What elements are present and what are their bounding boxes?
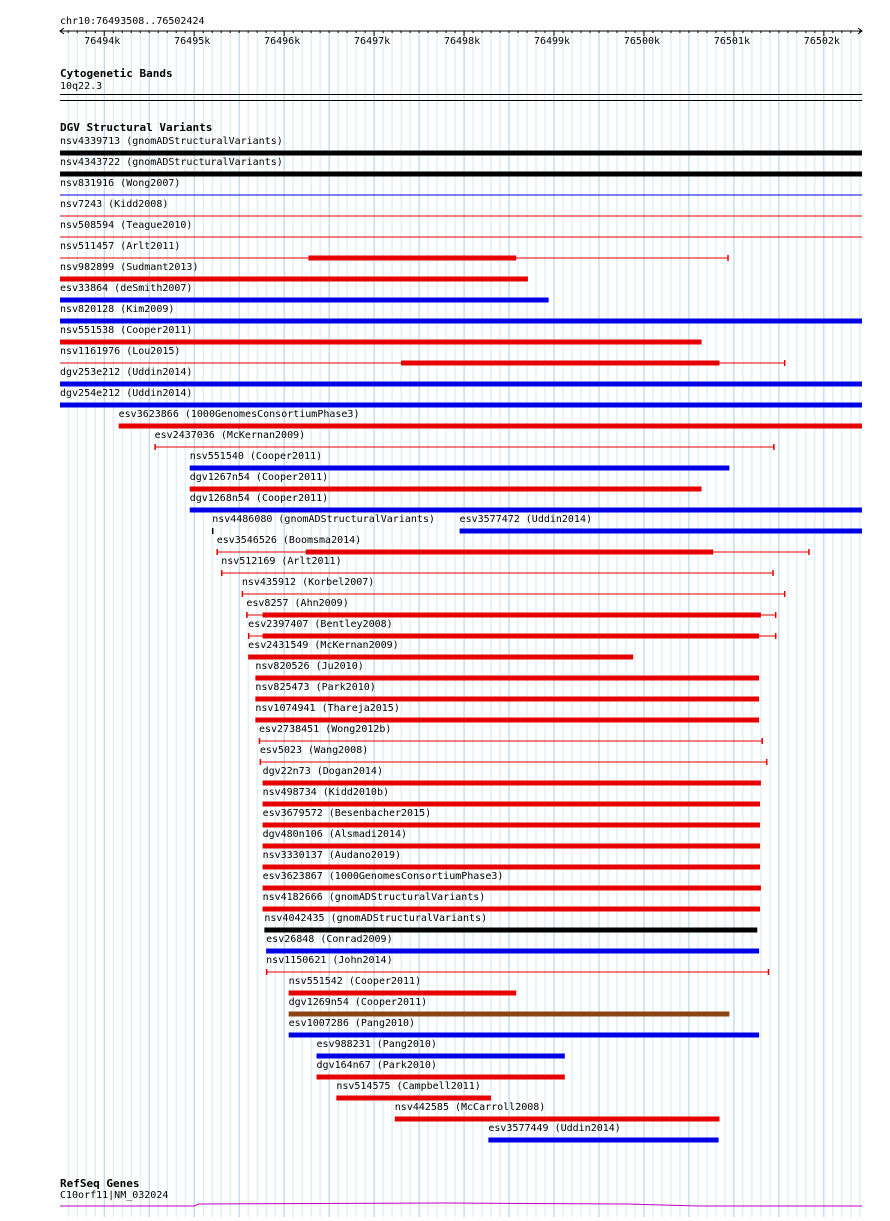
variant-feature <box>260 745 767 765</box>
variant-label: dgv164n67 (Park2010) <box>316 1060 437 1071</box>
variant-bar <box>308 256 516 261</box>
variant-label: nsv820526 (Ju2010) <box>255 661 364 672</box>
variant-feature <box>60 157 862 177</box>
variant-bar <box>263 781 761 786</box>
variant-label: nsv512169 (Arlt2011) <box>221 556 342 567</box>
variant-feature <box>336 1081 491 1101</box>
variant-bar <box>263 802 760 807</box>
variant-feature <box>259 724 763 744</box>
refseq-track-title: RefSeq Genes <box>60 1177 140 1190</box>
variant-label: dgv22n73 (Dogan2014) <box>262 766 383 777</box>
variant-label: nsv514575 (Campbell2011) <box>336 1081 481 1092</box>
variant-label: nsv498734 (Kidd2010b) <box>262 787 390 798</box>
variant-label: nsv551538 (Cooper2011) <box>60 325 193 336</box>
variant-label: dgv1268n54 (Cooper2011) <box>189 493 329 504</box>
variant-feature <box>248 619 776 639</box>
variant-label: esv3577449 (Uddin2014) <box>488 1123 621 1134</box>
variant-label: esv988231 (Pang2010) <box>316 1039 437 1050</box>
variant-bar <box>60 403 862 408</box>
variant-bar <box>60 382 862 387</box>
variant-feature <box>263 850 760 870</box>
variant-bar <box>263 823 760 828</box>
variant-feature <box>263 808 760 828</box>
ruler-tick-label: 76496k <box>264 36 301 47</box>
variant-feature <box>60 283 549 303</box>
variant-bar <box>263 634 760 639</box>
variant-label: esv2437036 (McKernan2009) <box>154 430 306 441</box>
variant-bar <box>255 697 759 702</box>
variant-bar <box>60 172 862 177</box>
variant-feature <box>460 514 862 534</box>
variant-label: nsv4182666 (gnomADStructuralVariants) <box>262 892 486 903</box>
variant-feature <box>317 1039 565 1059</box>
variant-feature <box>263 829 760 849</box>
variant-label: nsv831916 (Wong2007) <box>60 178 181 189</box>
variant-bar <box>263 613 761 618</box>
variant-feature <box>263 892 760 912</box>
variant-label: esv2397407 (Bentley2008) <box>248 619 393 630</box>
variant-bar <box>488 1138 718 1143</box>
variant-label: nsv435912 (Korbel2007) <box>241 577 375 588</box>
variant-label: esv5023 (Wang2008) <box>259 745 369 756</box>
ruler-tick-label: 76501k <box>713 36 750 47</box>
variant-bar <box>255 676 759 681</box>
variant-feature <box>60 220 862 237</box>
variant-feature <box>60 241 729 261</box>
refseq-gene-label: C10orf11|NM_032024 <box>60 1190 169 1201</box>
variant-label: nsv1150621 (John2014) <box>266 955 393 966</box>
cytoband-label: 10q22.3 <box>60 81 103 92</box>
ruler-tick-label: 76500k <box>623 36 661 47</box>
dgv-track <box>60 136 862 1143</box>
variant-label: esv1007286 (Pang2010) <box>288 1018 416 1029</box>
variant-label: dgv253e212 (Uddin2014) <box>60 367 193 378</box>
ruler-tick-label: 76494k <box>84 36 121 47</box>
variant-feature <box>242 577 785 597</box>
variant-bar <box>60 340 702 345</box>
variant-feature <box>119 409 862 429</box>
variant-label: esv8257 (Ahn2009) <box>246 598 349 609</box>
variant-bar <box>263 865 760 870</box>
variant-bar <box>119 424 862 429</box>
variant-bar <box>255 718 759 723</box>
variant-label: nsv7243 (Kidd2008) <box>60 199 169 210</box>
variant-label: esv3577472 (Uddin2014) <box>459 514 593 525</box>
region-label: chr10:76493508..76502424 <box>60 16 205 27</box>
variant-label: esv3546526 (Boomsma2014) <box>216 535 362 546</box>
variant-label: esv33864 (deSmith2007) <box>60 283 193 294</box>
variant-feature <box>60 325 702 345</box>
variant-feature <box>488 1123 718 1143</box>
ruler-tick-label: 76502k <box>803 36 840 47</box>
variant-feature <box>263 766 761 786</box>
variant-label: nsv825473 (Park2010) <box>255 682 376 693</box>
variant-label: nsv551542 (Cooper2011) <box>288 976 422 987</box>
variant-label: nsv442585 (McCarroll2008) <box>394 1102 546 1113</box>
variant-feature <box>255 682 759 702</box>
variant-bar <box>248 655 633 660</box>
variant-bar <box>395 1117 720 1122</box>
variant-label: nsv1074941 (Thareja2015) <box>255 703 400 714</box>
variant-label: dgv1269n54 (Cooper2011) <box>288 997 428 1008</box>
variant-label: esv3623867 (1000GenomesConsortiumPhase3) <box>262 871 504 882</box>
ruler-tick-label: 76497k <box>354 36 391 47</box>
variant-bar <box>336 1096 491 1101</box>
variant-feature <box>317 1060 565 1080</box>
variant-label: nsv511457 (Arlt2011) <box>60 241 181 252</box>
variant-label: nsv4339713 (gnomADStructuralVariants) <box>60 136 283 147</box>
variant-bar <box>289 991 517 996</box>
variant-feature <box>246 598 776 618</box>
variant-bar <box>289 1033 759 1038</box>
variant-feature <box>217 535 810 555</box>
variant-bar <box>190 466 730 471</box>
variant-bar <box>60 277 528 282</box>
variant-label: nsv508594 (Teague2010) <box>60 220 193 231</box>
variant-feature <box>60 367 862 387</box>
variant-bar <box>263 886 761 891</box>
variant-feature <box>263 871 761 891</box>
coordinate-ruler <box>60 28 862 47</box>
ruler-tick-label: 76499k <box>533 36 571 47</box>
variant-label: esv2431549 (McKernan2009) <box>248 640 399 651</box>
variant-label: nsv4486080 (gnomADStructuralVariants) <box>212 514 435 525</box>
variant-bar <box>289 1012 730 1017</box>
ruler-tick-label: 76498k <box>443 36 481 47</box>
variant-label: dgv480n106 (Alsmadi2014) <box>262 829 408 840</box>
variant-bar <box>263 844 760 849</box>
refseq-gene-line <box>60 1203 862 1206</box>
variant-label: nsv551540 (Cooper2011) <box>189 451 323 462</box>
ruler-tick-label: 76495k <box>174 36 211 47</box>
variant-feature <box>60 262 528 282</box>
variant-bar <box>60 151 862 156</box>
variant-feature <box>248 640 633 660</box>
dgv-track-title: DGV Structural Variants <box>60 121 213 134</box>
variant-feature <box>60 178 862 195</box>
variant-feature <box>255 661 759 681</box>
refseq-track <box>60 1203 862 1206</box>
variant-feature <box>190 451 730 471</box>
variant-bar <box>460 529 862 534</box>
variant-feature <box>221 556 773 576</box>
variant-feature <box>264 913 757 933</box>
variant-label: dgv1267n54 (Cooper2011) <box>189 472 329 483</box>
variant-feature <box>255 703 759 723</box>
variant-bar <box>266 949 759 954</box>
variant-label: esv3623866 (1000GenomesConsortiumPhase3) <box>118 409 360 420</box>
variant-label: nsv4343722 (gnomADStructuralVariants) <box>60 157 283 168</box>
variant-feature <box>60 388 862 408</box>
variant-label: esv3679572 (Besenbacher2015) <box>262 808 432 819</box>
variant-label: nsv1161976 (Lou2015) <box>60 346 181 357</box>
variant-bar <box>317 1075 565 1080</box>
variant-bar <box>190 508 862 513</box>
variant-feature <box>60 346 785 366</box>
variant-feature <box>60 304 862 324</box>
variant-bar <box>264 928 757 933</box>
variant-label: nsv3330137 (Audano2019) <box>262 850 402 861</box>
variant-feature <box>60 136 862 156</box>
variant-bar <box>263 907 760 912</box>
variant-feature <box>60 199 862 216</box>
variant-bar <box>401 361 719 366</box>
variant-bar <box>317 1054 565 1059</box>
variant-label: nsv4042435 (gnomADStructuralVariants) <box>264 913 488 924</box>
grid-lines <box>68 30 860 1217</box>
variant-label: dgv254e212 (Uddin2014) <box>60 388 193 399</box>
cytoband-track-title: Cytogenetic Bands <box>60 67 173 80</box>
variant-label: nsv820128 (Kim2009) <box>60 304 175 315</box>
variant-bar <box>60 319 862 324</box>
variant-bar <box>190 487 702 492</box>
cytoband-track <box>60 95 862 101</box>
variant-bar <box>60 298 549 303</box>
variant-feature <box>263 787 760 807</box>
variant-label: esv2738451 (Wong2012b) <box>258 724 392 735</box>
variant-label: nsv982899 (Sudmant2013) <box>60 262 199 273</box>
variant-bar <box>306 550 713 555</box>
variant-label: esv26848 (Conrad2009) <box>266 934 393 945</box>
variant-feature <box>266 934 759 954</box>
